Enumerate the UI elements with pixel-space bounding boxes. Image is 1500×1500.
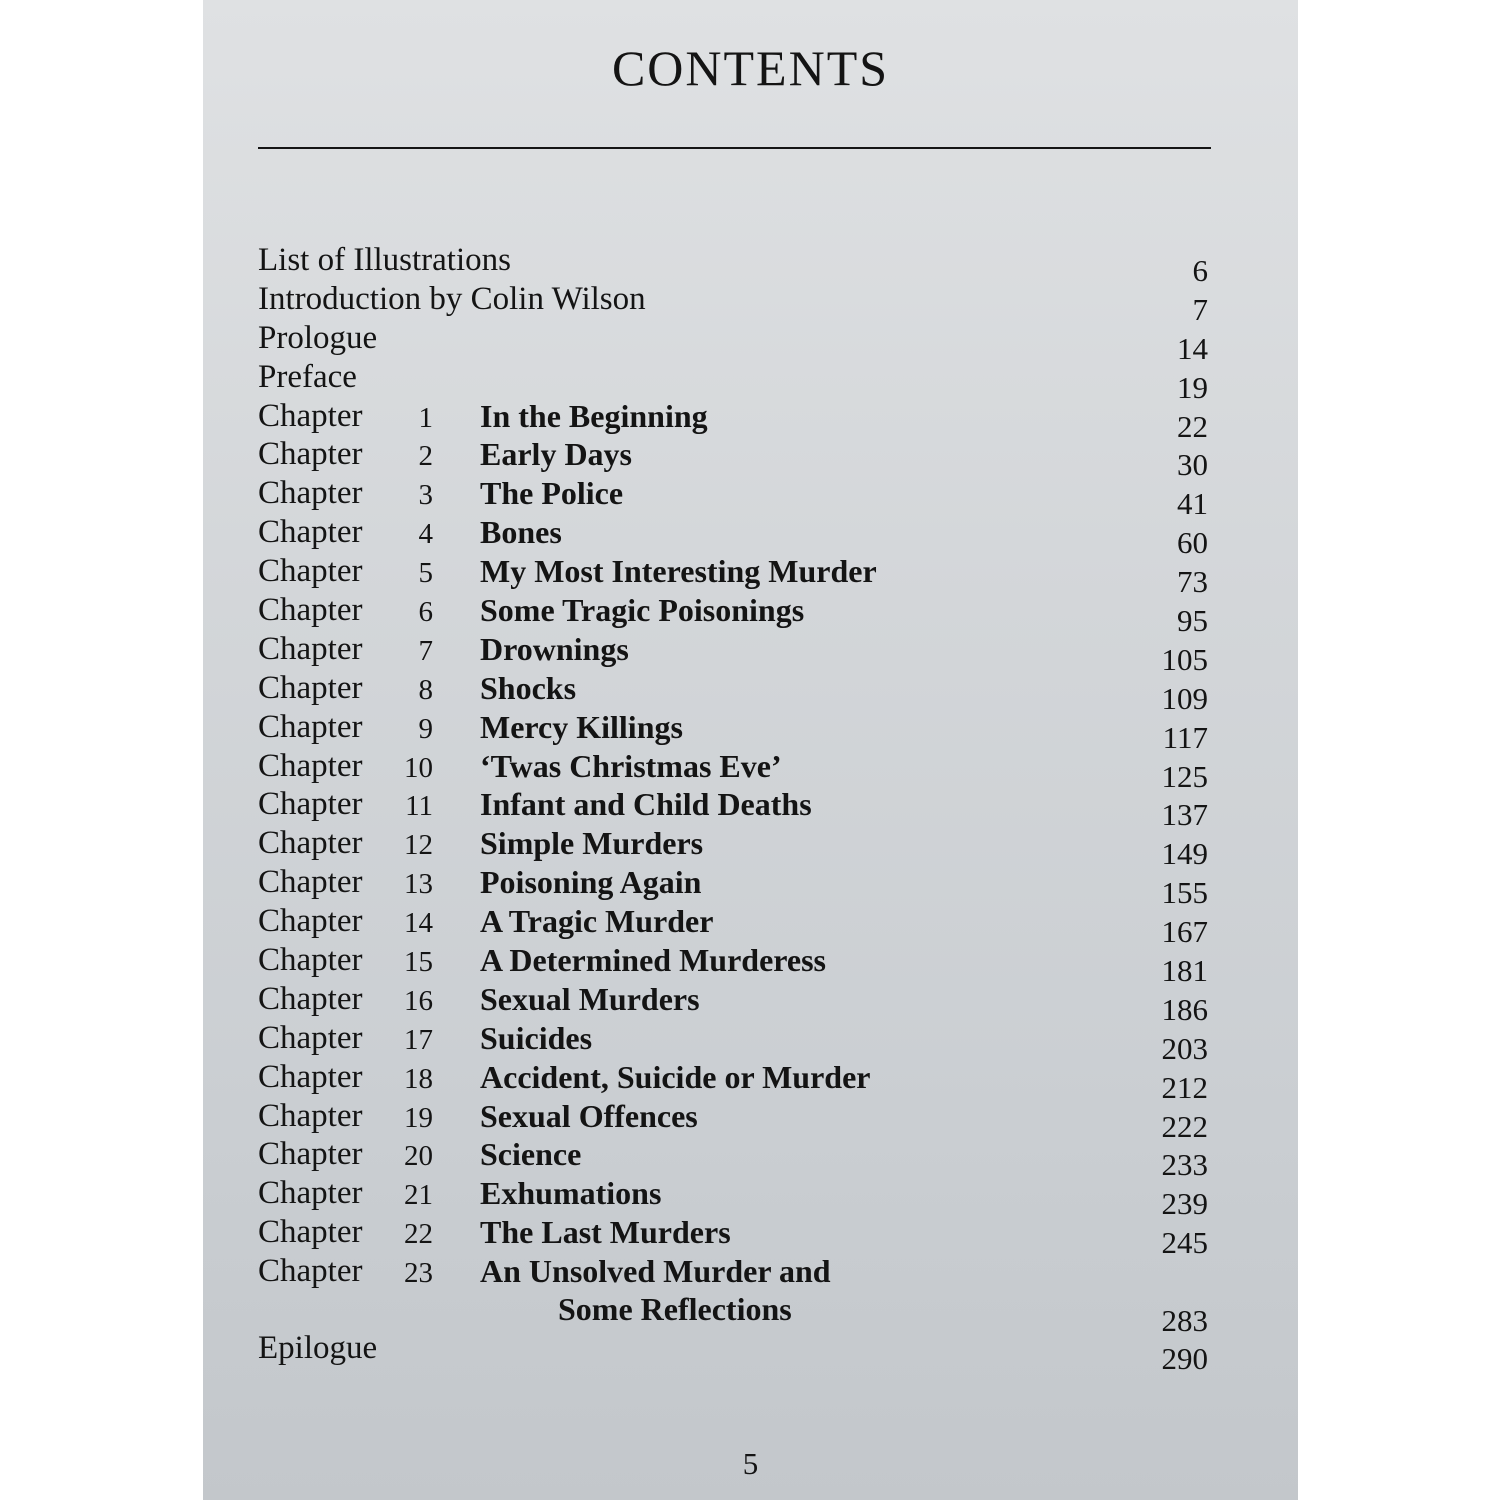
chapter-title: Poisoning Again: [480, 864, 702, 901]
chapter-page: 41: [1177, 486, 1208, 522]
chapter-title-line-1: An Unsolved Murder and: [480, 1253, 831, 1290]
toc-chapter-row: [258, 1097, 1213, 1144]
toc-entry-page: 290: [1161, 1341, 1208, 1377]
toc-entry-epilogue: [258, 1329, 1213, 1377]
title-rule: [258, 147, 1211, 149]
chapter-page: 203: [1161, 1030, 1208, 1066]
toc-entry-label: Epilogue: [258, 1330, 378, 1367]
chapter-word: Chapter: [258, 1136, 363, 1173]
chapter-page: 222: [1161, 1108, 1208, 1144]
chapter-number: 23: [404, 1257, 433, 1290]
toc-chapter-row: [258, 708, 1213, 755]
chapter-title: Some Tragic Poisonings: [480, 592, 805, 629]
toc-entry-page: 6: [1192, 253, 1208, 288]
toc-chapter-row: [258, 747, 1213, 794]
chapter-word: Chapter: [258, 708, 363, 745]
chapter-title: The Police: [480, 475, 624, 512]
chapter-word: Chapter: [258, 630, 363, 667]
chapter-page: 109: [1161, 680, 1208, 716]
chapter-number: 22: [404, 1218, 433, 1251]
chapter-page: 283: [1161, 1303, 1208, 1339]
chapter-page: 155: [1161, 875, 1208, 911]
chapter-number: 10: [404, 751, 433, 784]
chapter-title: Accident, Suicide or Murder: [480, 1058, 871, 1095]
toc-entry-label: List of Illustrations: [258, 242, 511, 278]
chapter-number: 12: [404, 829, 433, 862]
toc-entry-preface: [258, 358, 1213, 405]
chapter-number: 16: [404, 984, 433, 1017]
chapter-word: Chapter: [258, 825, 363, 862]
chapter-title: Suicides: [480, 1019, 593, 1056]
chapter-word: Chapter: [258, 864, 363, 901]
page-number: 5: [742, 1446, 759, 1481]
chapter-number: 9: [418, 712, 433, 745]
chapter-word: Chapter: [258, 592, 363, 629]
chapter-word: Chapter: [258, 1097, 363, 1134]
chapter-number: 13: [404, 868, 433, 901]
toc-chapter-row: [258, 980, 1213, 1027]
chapter-title: Sexual Offences: [480, 1097, 698, 1134]
chapter-title: Simple Murders: [480, 825, 704, 862]
chapter-page: 233: [1161, 1147, 1208, 1183]
chapter-number: 3: [418, 479, 433, 512]
chapter-title: Bones: [480, 514, 562, 551]
chapter-number: 17: [404, 1023, 433, 1056]
book-page: [203, 0, 1298, 1500]
chapter-word: Chapter: [258, 1019, 363, 1056]
chapter-page: 181: [1161, 953, 1208, 989]
chapter-page: 117: [1162, 719, 1208, 755]
toc-chapter-row: [258, 552, 1213, 600]
chapter-page: 137: [1161, 797, 1208, 833]
toc-chapter-row: [258, 513, 1213, 561]
toc-chapter-row: [258, 591, 1213, 639]
chapter-word: Chapter: [258, 786, 363, 823]
chapter-number: 4: [418, 518, 433, 551]
chapter-title: The Last Murders: [480, 1214, 731, 1251]
chapter-number: 11: [405, 790, 433, 823]
chapter-title: Mercy Killings: [480, 708, 683, 745]
chapter-title: A Tragic Murder: [480, 903, 714, 940]
chapter-title: Infant and Child Deaths: [480, 786, 812, 823]
toc-entry-prologue: [258, 319, 1213, 366]
chapter-number: 15: [404, 946, 433, 979]
toc-entry-page: 7: [1192, 291, 1208, 327]
chapter-word: Chapter: [258, 747, 363, 784]
toc-entry-label: Preface: [258, 358, 357, 395]
chapter-word: Chapter: [258, 436, 363, 473]
chapter-title: Drownings: [480, 630, 629, 667]
chapter-title: In the Beginning: [480, 397, 708, 434]
toc-entry-label: Prologue: [258, 319, 378, 356]
chapter-page: 167: [1161, 914, 1208, 950]
chapter-page: 95: [1177, 603, 1208, 639]
toc-chapter-row: [258, 630, 1213, 677]
chapter-number: 5: [418, 557, 433, 590]
chapter-number: 14: [404, 907, 433, 940]
chapter-title: Sexual Murders: [480, 980, 700, 1017]
chapter-page: 245: [1161, 1225, 1208, 1261]
toc-chapter-row: [258, 397, 1213, 444]
chapter-word: Chapter: [258, 903, 363, 940]
toc-chapter-row: [258, 941, 1213, 989]
chapter-word: Chapter: [258, 942, 363, 979]
chapter-title: Shocks: [480, 669, 577, 706]
chapter-number: 6: [418, 596, 433, 629]
chapter-title-line-2: Some Reflections: [558, 1291, 792, 1328]
chapter-word: Chapter: [258, 397, 363, 434]
toc-chapter-row: [258, 1019, 1213, 1066]
chapter-title: Science: [480, 1136, 582, 1173]
chapter-page: 30: [1177, 447, 1208, 483]
toc-chapter-row-last: [258, 1252, 1213, 1339]
toc-chapter-row: [258, 902, 1213, 950]
toc-chapter-row: [258, 1058, 1213, 1105]
table-of-contents: [258, 241, 1213, 1377]
chapter-number: 8: [418, 673, 433, 706]
chapter-page: 186: [1161, 991, 1208, 1027]
chapter-page: 125: [1161, 758, 1208, 794]
toc-chapter-row: [258, 863, 1213, 911]
chapter-number: 20: [404, 1140, 433, 1173]
chapter-word: Chapter: [258, 1253, 363, 1290]
chapter-word: Chapter: [258, 553, 363, 590]
chapter-title: A Determined Murderess: [480, 942, 826, 979]
toc-entry-list-of-illustrations: [258, 241, 1213, 288]
toc-chapter-row: [258, 824, 1213, 872]
toc-chapter-row: [258, 435, 1213, 483]
toc-entry-introduction: [258, 280, 1213, 327]
chapter-page: 149: [1161, 836, 1208, 872]
chapter-title: My Most Interesting Murder: [480, 553, 877, 590]
chapter-number: 21: [404, 1179, 433, 1212]
chapter-page: 105: [1161, 641, 1208, 677]
chapter-word: Chapter: [258, 1175, 363, 1212]
toc-entry-label: Introduction by Colin Wilson: [258, 280, 646, 317]
chapter-title: Exhumations: [480, 1175, 662, 1212]
chapter-number: 2: [418, 440, 433, 473]
toc-entry-page: 14: [1177, 330, 1208, 366]
toc-entry-page: 19: [1177, 369, 1208, 405]
chapter-word: Chapter: [258, 980, 363, 1017]
chapter-word: Chapter: [258, 475, 363, 512]
chapter-page: 60: [1177, 525, 1208, 561]
chapter-page: 212: [1161, 1069, 1208, 1105]
chapter-word: Chapter: [258, 1058, 363, 1095]
toc-chapter-row: [258, 669, 1213, 716]
chapter-number: 19: [404, 1101, 433, 1134]
chapter-number: 18: [404, 1062, 433, 1095]
toc-chapter-row: [258, 474, 1213, 522]
chapter-page: 22: [1177, 408, 1208, 444]
chapter-word: Chapter: [258, 514, 363, 551]
toc-chapter-row: [258, 1135, 1213, 1183]
chapter-title: ‘Twas Christmas Eve’: [480, 747, 782, 784]
chapter-number: 7: [418, 634, 433, 667]
chapter-title: Early Days: [480, 436, 632, 473]
page-title: CONTENTS: [611, 40, 890, 96]
toc-chapter-row: [258, 1174, 1213, 1222]
chapter-number: 1: [418, 401, 433, 434]
chapter-page: 73: [1177, 564, 1208, 600]
chapter-word: Chapter: [258, 1214, 363, 1251]
toc-chapter-row: [258, 785, 1213, 833]
chapter-word: Chapter: [258, 669, 363, 706]
toc-chapter-row: [258, 1213, 1213, 1261]
chapter-page: 239: [1161, 1186, 1208, 1222]
